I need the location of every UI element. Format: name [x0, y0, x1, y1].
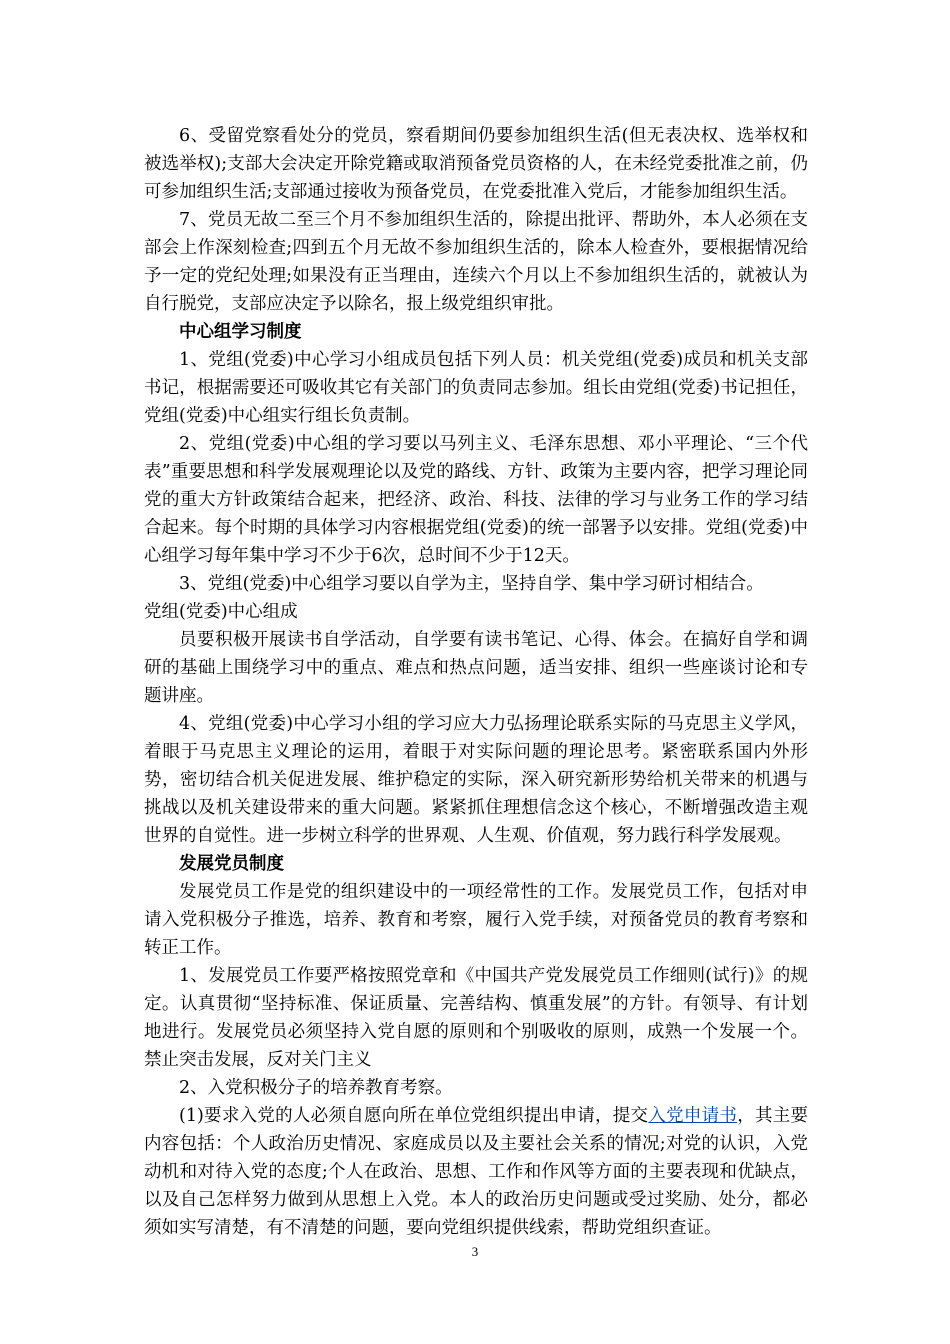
paragraph: 1、发展党员工作要严格按照党章和《中国共产党发展党员工作细则(试行)》的规定。认真贯彻“坚持标准、保证质量、完善结构、慎重发展”的方针。有领导、有计划地进行。发展党员必须坚持入党自愿的原则和个别吸收的原则，成熟一个发展一个。禁止突击发展，反对关门主义	[144, 966, 808, 1070]
paragraph: 3、党组(党委)中心组学习要以自学为主，坚持自学、集中学习研讨相结合。	[179, 574, 764, 594]
paragraph: 2、入党积极分子的培养教育考察。	[179, 1078, 453, 1098]
paragraph: 4、党组(党委)中心学习小组的学习应大力弘扬理论联系实际的马克思主义学风，着眼于马克思主义理论的运用，着眼于对实际问题的理论思考。紧密联系国内外形势，密切结合机关促进发展、维护稳定的实际，深入研究新形势给机关带来的机遇与挑战以及机关建设带来的重大问题。紧紧抓住理想信念这个核心，不断增强改造主观世界的自觉性。进一步树立科学的世界观、人生观、价值观，努力践行科学发展观。	[144, 714, 808, 846]
paragraph: 7、党员无故二至三个月不参加组织生活的，除提出批评、帮助外，本人必须在支部会上作深刻检查;四到五个月无故不参加组织生活的，除本人检查外，要根据情况给予一定的党纪处理;如果没有正当理由，连续六个月以上不参加组织生活的，就被认为自行脱党，支部应决定予以除名，报上级党组织审批。	[144, 210, 808, 314]
section-heading: 中心组学习制度	[179, 322, 302, 342]
paragraph: 1、党组(党委)中心学习小组成员包括下列人员：机关党组(党委)成员和机关支部书记，根据需要还可吸收其它有关部门的负责同志参加。组长由党组(党委)书记担任，党组(党委)中心组实行组长负责制。	[144, 350, 808, 426]
paragraph: 6、受留党察看处分的党员，察看期间仍要参加组织生活(但无表决权、选举权和被选举权);支部大会决定开除党籍或取消预备党员资格的人，在未经党委批准之前，仍可参加组织生活;支部通过接收为预备党员，在党委批准入党后，才能参加组织生活。	[144, 126, 808, 202]
application-link[interactable]: 入党申请书	[648, 1106, 738, 1126]
page-number: 3	[471, 1244, 479, 1259]
document-body	[144, 122, 808, 1242]
section-heading: 发展党员制度	[179, 854, 284, 874]
paragraph-list	[144, 122, 808, 1102]
paragraph: 员要积极开展读书自学活动，自学要有读书笔记、心得、体会。在搞好自学和调研的基础上围绕学习中的重点、难点和热点问题，适当安排、组织一些座谈讨论和专题讲座。	[144, 630, 808, 706]
link-paragraph-after: ，其主要内容包括：个人政治历史情况、家庭成员以及主要社会关系的情况;对党的认识，入党动机和对待入党的态度;个人在政治、思想、工作和作风等方面的主要表现和优缺点，以及自己怎样努力做到从思想上入党。本人的政治历史问题或受过奖励、处分，都必须如实写清楚，有不清楚的问题，要向党组织提供线索，帮助党组织查证。	[144, 1106, 808, 1238]
paragraph: 2、党组(党委)中心组的学习要以马列主义、毛泽东思想、邓小平理论、“三个代表”重要思想和科学发展观理论以及党的路线、方针、政策为主要内容，把学习理论同党的重大方针政策结合起来，把经济、政治、科技、法律的学习与业务工作的学习结合起来。每个时期的具体学习内容根据党组(党委)的统一部署予以安排。党组(党委)中心组学习每年集中学习不少于6次，总时间不少于12天。	[144, 434, 808, 566]
paragraph: 党组(党委)中心组成	[144, 602, 298, 622]
paragraph: 发展党员工作是党的组织建设中的一项经常性的工作。发展党员工作，包括对申请入党积极分子推选，培养、教育和考察，履行入党手续，对预备党员的教育考察和转正工作。	[144, 882, 808, 958]
paragraph-with-link	[144, 1102, 808, 1242]
link-paragraph-before: (1)要求入党的人必须自愿向所在单位党组织提出申请，提交	[179, 1106, 649, 1126]
